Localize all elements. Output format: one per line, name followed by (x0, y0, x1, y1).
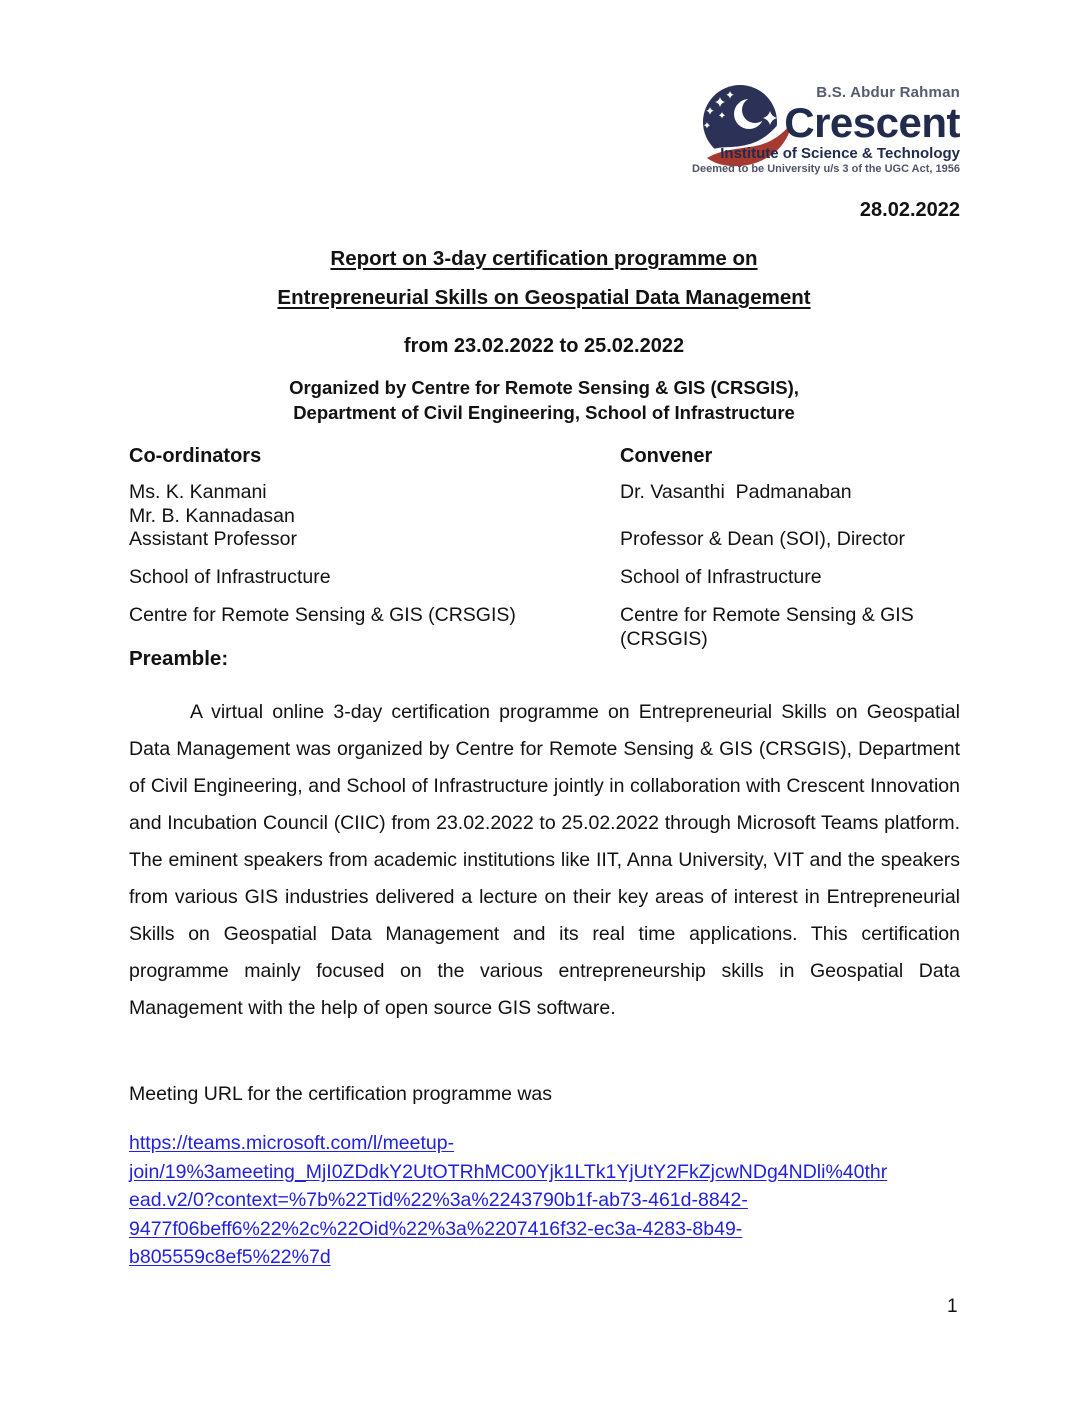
report-date: 28.02.2022 (859, 199, 960, 221)
people-section (129, 444, 970, 665)
organized-by-line2: Department of Civil Engineering, School of Infrastructure (293, 402, 795, 423)
organized-by-line1: Organized by Centre for Remote Sensing & GIS (CRSGIS), (289, 377, 799, 398)
page-number: 1 (947, 1296, 958, 1317)
person-detail-line: Assistant Professor (129, 528, 297, 551)
person-detail-paragraph (129, 566, 620, 590)
title-block (0, 246, 1088, 425)
logo-tagline: Deemed to be University u/s 3 of the UGC Act, 1956 (692, 163, 960, 175)
logo-text-block (692, 85, 960, 176)
person-detail-line: Professor & Dean (SOI), Director (620, 528, 905, 551)
person-detail-paragraph (620, 604, 970, 651)
meeting-url-label: Meeting URL for the certification programme was (129, 1083, 553, 1105)
preamble-body: A virtual online 3-day certification programme on Entrepreneurial Skills on Geospatial Data Management was organized by Centre for Remote Sensing & GIS (CRSGIS), Department of Civil Engineering, and School of Infrastructure jointly in collaboration with Crescent Innovation and Incubation Council (CIIC) from 23.02.2022 to 25.02.2022 through Microsoft Teams platform. The eminent speakers from academic institutions like IIT, Anna University, VIT and the speakers from various GIS industries delivered a lecture on their key areas of interest in Entrepreneurial Skills on Geospatial Data Management and its real time applications. This certification programme mainly focused on the various entrepreneurship skills in Geospatial Data Management with the help of open source GIS software. (129, 701, 960, 1019)
person-detail-paragraph (620, 481, 970, 552)
convener-column (620, 444, 970, 665)
meeting-url-link[interactable] (129, 1129, 974, 1272)
preamble-heading: Preamble: (129, 647, 229, 670)
programme-date-range: from 23.02.2022 to 25.02.2022 (403, 335, 685, 357)
coordinators-heading: Co-ordinators (129, 445, 262, 467)
person-detail-line: School of Infrastructure (129, 566, 331, 589)
meeting-url-line[interactable]: join/19%3ameeting_MjI0ZDdkY2UtOTRhMC00Yjk1LTk1YjUtY2FkZjcwNDg4NDli%40thr (129, 1160, 888, 1183)
person-detail-line: Ms. K. Kanmani (129, 481, 267, 503)
meeting-url-line[interactable]: https://teams.microsoft.com/l/meetup- (129, 1132, 455, 1154)
person-detail-line: Centre for Remote Sensing & GIS (620, 603, 914, 626)
person-detail-line: Dr. Vasanthi Padmanaban (620, 481, 852, 503)
coordinators-column (129, 444, 620, 665)
person-detail-paragraph (620, 566, 970, 590)
meeting-url-line[interactable]: b805559c8ef5%22%7d (129, 1246, 331, 1268)
meeting-url-line[interactable]: 9477f06beff6%22%2c%22Oid%22%3a%2207416f32-ec3a-4283-8b49- (129, 1217, 743, 1240)
report-title-line2: Entrepreneurial Skills on Geospatial Data Management (277, 286, 811, 309)
person-detail-line: (CRSGIS) (620, 627, 708, 650)
convener-heading: Convener (620, 445, 713, 467)
person-detail-paragraph (129, 481, 620, 552)
person-detail-line: Mr. B. Kannadasan (129, 504, 295, 527)
coordinators-details (129, 481, 620, 628)
person-detail-line: Centre for Remote Sensing & GIS (CRSGIS) (129, 603, 516, 626)
person-detail-line: School of Infrastructure (620, 566, 822, 589)
person-detail-line (620, 505, 970, 529)
logo-pre-title: B.S. Abdur Rahman (816, 84, 960, 101)
report-title-line1: Report on 3-day certification programme on (330, 247, 758, 270)
convener-details (620, 481, 970, 651)
person-detail-paragraph (129, 604, 620, 628)
meeting-url-line[interactable]: ead.v2/0?context=%7b%22Tid%22%3a%2243790b1f-ab73-461d-8842- (129, 1189, 748, 1211)
logo-wordmark: Crescent (784, 99, 960, 146)
logo-subtitle: Institute of Science & Technology (720, 145, 960, 162)
